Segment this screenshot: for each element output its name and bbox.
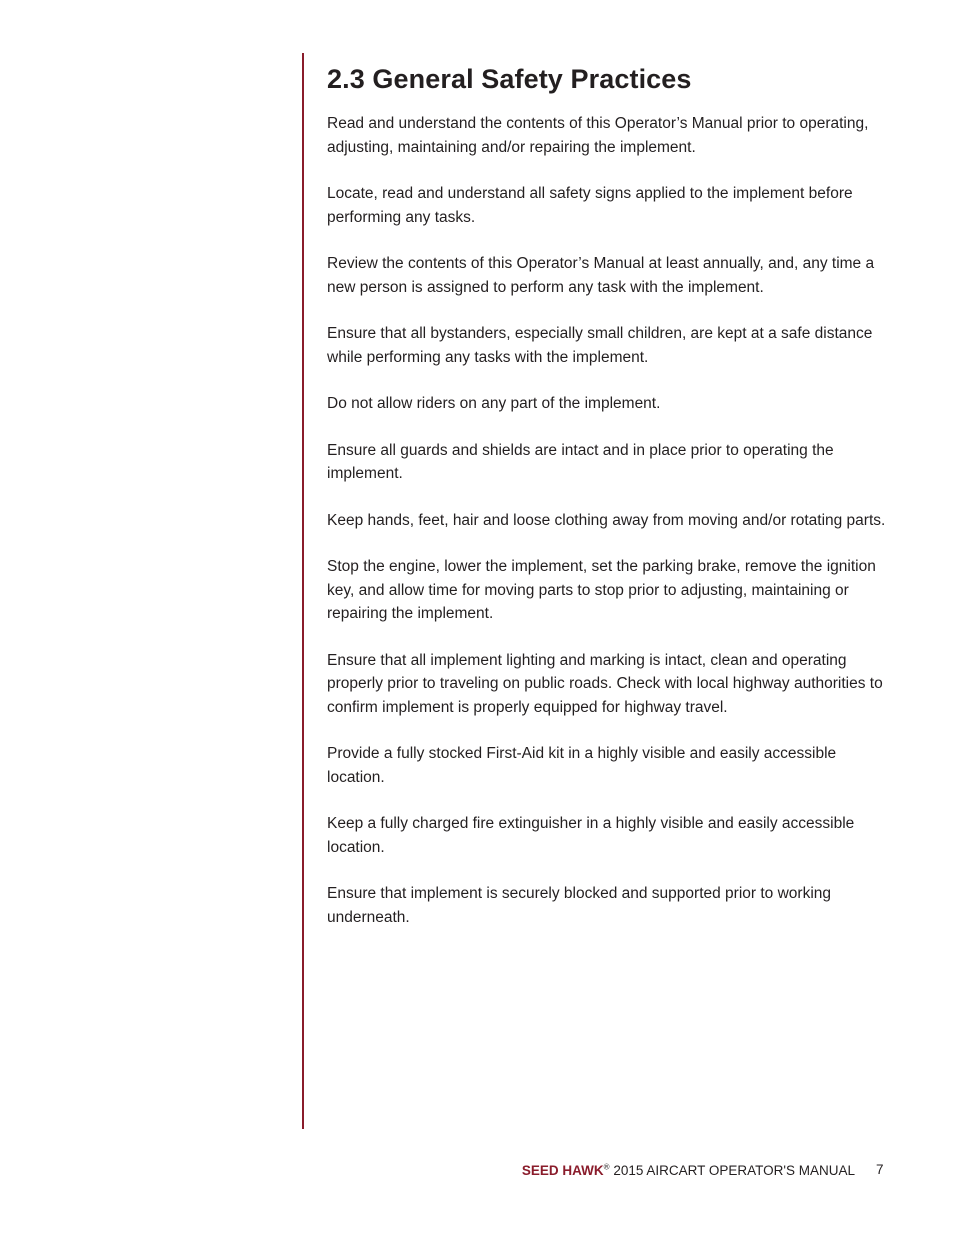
paragraph-moving-parts: Keep hands, feet, hair and loose clothing away from moving and/or rotating parts.: [327, 511, 886, 529]
paragraph-safety-signs: Locate, read and understand all safety signs applied to the implement before performing any tasks.: [327, 185, 853, 226]
paragraph-bystanders: Ensure that all bystanders, especially small children, are kept at a safe distance while performing any tasks with the implement.: [327, 325, 873, 366]
footer-manual-title: [522, 1162, 855, 1180]
paragraph-read-manual: Read and understand the contents of this Operator’s Manual prior to operating, adjusting, maintaining and/or repairing the implement.: [327, 115, 869, 156]
paragraph-review-manual: Review the contents of this Operator’s Manual at least annually, and, any time a new person is assigned to perform any task with the implement.: [327, 255, 875, 296]
footer-brand: SEED HAWK: [521, 1163, 604, 1178]
paragraph-lighting-marking: Ensure that all implement lighting and marking is intact, clean and operating properly prior to traveling on public roads. Check with local highway authorities to confirm implement is properly equipped for highway travel.: [327, 651, 883, 716]
paragraph-fire-extinguisher: Keep a fully charged fire extinguisher in a highly visible and easily accessible location.: [327, 815, 855, 856]
section-content: [327, 60, 897, 952]
page-number: 7: [876, 1162, 884, 1177]
paragraph-first-aid: Provide a fully stocked First-Aid kit in a highly visible and easily accessible location.: [327, 745, 837, 786]
paragraph-no-riders: Do not allow riders on any part of the implement.: [327, 395, 661, 412]
registered-mark: ®: [603, 1162, 610, 1172]
section-title: 2.3 General Safety Practices: [327, 64, 692, 94]
paragraph-blocked-supported: Ensure that implement is securely blocked and supported prior to working underneath.: [327, 885, 832, 926]
paragraph-stop-engine: Stop the engine, lower the implement, set the parking brake, remove the ignition key, and allow time for moving parts to stop prior to adjusting, maintaining or repairing the implement.: [327, 558, 876, 622]
margin-rule: [302, 53, 304, 1129]
footer-title-text: 2015 AIRCART OPERATOR'S MANUAL: [609, 1163, 855, 1178]
paragraph-guards-shields: Ensure all guards and shields are intact and in place prior to operating the implement.: [327, 441, 834, 482]
